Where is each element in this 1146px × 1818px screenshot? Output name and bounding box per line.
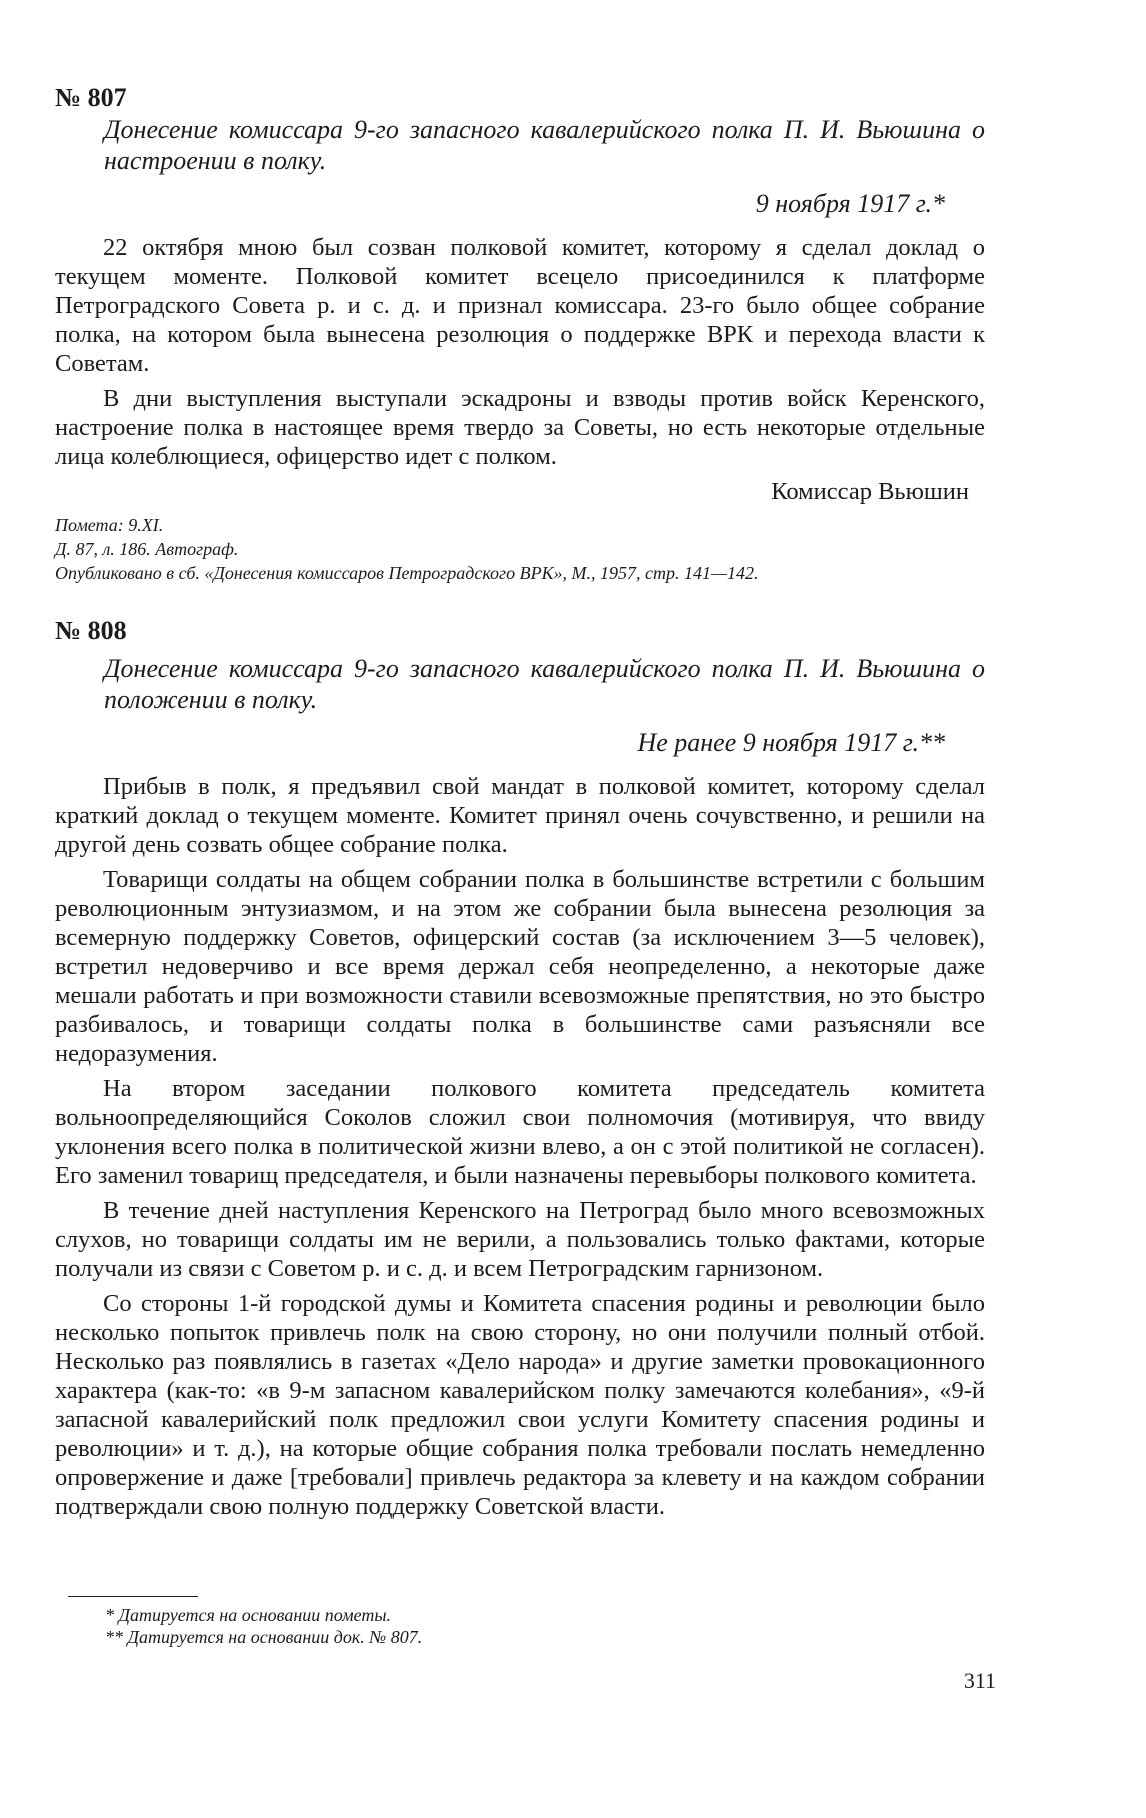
footnote: ** Датируется на основании док. № 807. xyxy=(105,1627,423,1647)
paragraph: На втором заседании полкового комитета председатель комитета вольноопределяющийся Соколов сложил свои полномочия (мотивируя, что ввиду уклонения всего полка в политической жизни влево, а он с этой политикой не согласен). Его заменил товарищ председателя, и были назначены перевыборы полкового комитета. xyxy=(55,1075,985,1189)
doc-807-body xyxy=(55,233,985,471)
doc-808-body xyxy=(55,772,985,1521)
doc-808-date: Не ранее 9 ноября 1917 г.** xyxy=(637,728,945,757)
paragraph: Со стороны 1-й городской думы и Комитета спасения родины и революции было несколько попыток привлечь полк на свою сторону, но они получили полный отбой. Несколько раз появлялись в газетах «Дело народа» и другие заметки провокационного характера (как-то: «в 9-м запасном кавалерийском полку замечаются колебания», «9-й запасной кавалерийский полк предложил свои услуги Комитету спасения родины и революции» и т. д.), на которые общие собрания полка требовали послать немедленно опровержение и даже [требовали] привлечь редактора за клевету и на каждом собрании подтверждали свою полную поддержку Советской власти. xyxy=(55,1290,985,1520)
footnotes xyxy=(105,1604,905,1648)
paragraph: Прибыв в полк, я предъявил свой мандат в полковой комитет, которому сделал краткий доклад о текущем моменте. Комитет принял очень сочувственно, и решили на другой день созвать общее собрание полка. xyxy=(55,773,985,858)
paragraph: В течение дней наступления Керенского на Петроград было много всевозможных слухов, но товарищи солдаты им не верили, а пользовались только фактами, которые получали из связи с Советом р. и с. д. и всем Петроградским гарнизоном. xyxy=(55,1197,985,1282)
publication-info: Опубликовано в сб. «Донесения комиссаров Петроградского ВРК», М., 1957, стр. 141—142. xyxy=(55,563,759,583)
doc-807-archive-notes xyxy=(55,513,985,585)
doc-808-number: № 808 xyxy=(55,616,127,645)
paragraph: В дни выступления выступали эскадроны и взводы против войск Керенского, настроение полка в настоящее время твердо за Советы, но есть некоторые отдельные лица колеблющиеся, офицерство идет с полком. xyxy=(55,385,985,470)
paragraph: Товарищи солдаты на общем собрании полка в большинстве встретили с большим революционным энтузиазмом, и на этом же собрании была вынесена резолюция за всемерную поддержку Советов, офицерский состав (за исключением 3—5 человек), встретил недоверчиво и все время держал себя неопределенно, а некоторые даже мешали работать и при возможности ставили всевозможные препятствия, но это быстро разбивалось, и товарищи солдаты полка в большинстве сами разъясняли все недоразумения. xyxy=(55,866,985,1067)
doc-808 xyxy=(55,615,985,1527)
doc-807 xyxy=(55,82,985,585)
doc-807-number: № 807 xyxy=(55,83,127,112)
page-number: 311 xyxy=(963,1668,996,1693)
doc-807-title: Донесение комиссара 9-го запасного кавалерийского полка П. И. Вьюшина о настроении в полку. xyxy=(104,115,985,175)
doc-807-date: 9 ноября 1917 г.* xyxy=(755,189,945,218)
footnote-divider xyxy=(68,1596,198,1597)
paragraph: 22 октября мною был созван полковой комитет, которому я сделал доклад о текущем моменте. Полковой комитет всецело присоединился к платформе Петроградского Совета р. и с. д. и признал комиссара. 23-го было общее собрание полка, на котором была вынесена резолюция о поддержке ВРК и перехода власти к Советам. xyxy=(55,234,985,377)
doc-807-signature: Комиссар Вьюшин xyxy=(771,478,969,505)
doc-808-title: Донесение комиссара 9-го запасного кавалерийского полка П. И. Вьюшина о положении в полку. xyxy=(104,654,985,714)
note-mark: Помета: 9.XI. xyxy=(55,515,164,535)
archive-source: Д. 87, л. 186. Автограф. xyxy=(55,539,239,559)
footnote: * Датируется на основании пометы. xyxy=(105,1605,392,1625)
